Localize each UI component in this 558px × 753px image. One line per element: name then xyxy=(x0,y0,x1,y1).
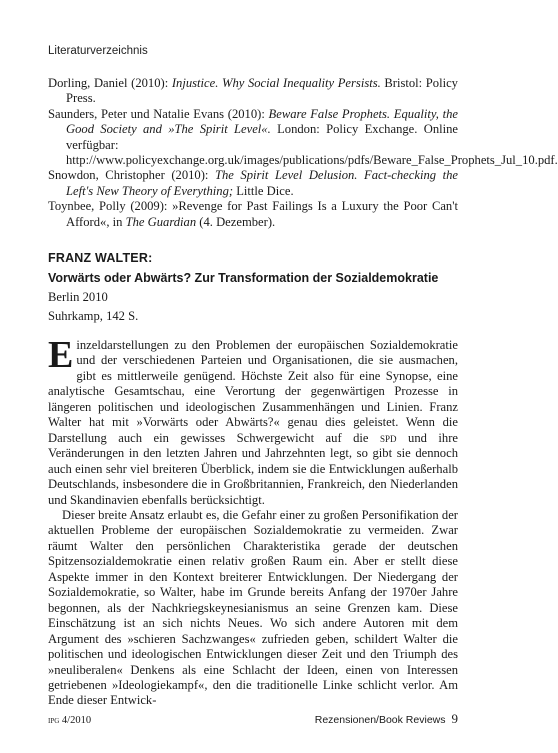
reference-item: Snowdon, Christopher (2010): The Spirit Level Delusion. Fact-checking the Left's New Theory of Everything; Little Dice. xyxy=(48,168,458,198)
issue-label: ipg 4/2010 xyxy=(48,715,92,726)
review-publisher: Suhrkamp, 142 S. xyxy=(48,309,139,323)
review-body xyxy=(48,334,458,709)
drop-cap: E xyxy=(48,334,74,376)
footer-right xyxy=(315,711,458,727)
paragraph: Dieser breite Ansatz erlaubt es, die Gefahr einer zu großen Personifikation der aktuellen Probleme der europäischen Sozialdemokratie zu vermeiden. Zwar räumt Walter den persönlichen Charakteristika gerade der deutschen Spitzensozialdemokratie einen relativ großen Raum ein. Aber er stellt diese Aspekte immer in den Kontext breiterer Entwicklungen. Der Niedergang der Sozialdemokratie, so Walter, habe im Grunde bereits Anfang der 1970er Jahre begonnen, als der Nachkriegskeynesianismus an seine Grenzen kam. Diese Einschätzung ist an sich nichts Neues. Wo sich andere Autoren mit dem Argument des »schieren Sachzwanges« zufrieden geben, schildert Walter die politischen und ideologischen Entwicklungen dieser Zeit und den Triumph des »neuliberalen« Denkens als eine Schlacht der Ideen, einen von Interessen getriebenen »Ideologiekampf«, den die traditionelle Linke schlicht verlor. Am Ende dieser Entwick- xyxy=(48,507,458,708)
abbreviation: spd xyxy=(380,430,397,445)
page-footer xyxy=(48,711,458,727)
paragraph: Einzeldarstellungen zu den Problemen der europäischen Sozialdemokratie und der verschiedenen Parteien und Organisationen, die sie ausmachen, gibt es mittlerweile genügend. Höchste Zeit also für eine Synopse, eine analytische Gesamtschau, eine Verortung der gegenwärtigen Prozesse in längeren politischen und ideologischen Zusammenhängen und Linien. Franz Walter hat mit »Vorwärts oder Abwärts?« genau dies geleistet. Wenn die Darstellung auch ein gewisses Schwergewicht auf die spd und ihre Veränderungen in den letzten Jahren und Jahrzehnten legt, so gibt sie dennoch auch einen sehr viel breiteren Überblick, indem sie die Entwicklungen außerhalb Deutschlands, insbesondere die in Großbritannien, Frankreich, den Niederlanden und Skandinavien ebenfalls berücksichtigt. xyxy=(48,334,458,507)
section-label: Rezensionen/Book Reviews xyxy=(314,714,446,726)
running-head: Literaturverzeichnis xyxy=(48,45,148,57)
reference-item: Toynbee, Polly (2009): »Revenge for Past Failings Is a Luxury the Poor Can't Afford«, in The Guardian (4. Dezember). xyxy=(48,199,458,229)
reference-item: Dorling, Daniel (2010): Injustice. Why Social Inequality Persists. Bristol: Policy Press. xyxy=(48,76,458,106)
page-number: 9 xyxy=(451,711,458,726)
review-title: Vorwärts oder Abwärts? Zur Transformation der Sozialdemokratie xyxy=(48,271,439,285)
reference-list xyxy=(48,76,558,230)
review-author: FRANZ WALTER: xyxy=(48,251,153,265)
reference-item: Saunders, Peter und Natalie Evans (2010): Beware False Prophets. Equality, the Good Society and »The Spirit Level«. London: Policy Exchange. Online verfügbar: http://www.policyexchange.org.uk/images/publications/pdfs/Beware_False_Prophets_Jul_10.pdf. xyxy=(48,106,558,168)
review-place-year: Berlin 2010 xyxy=(48,290,108,304)
